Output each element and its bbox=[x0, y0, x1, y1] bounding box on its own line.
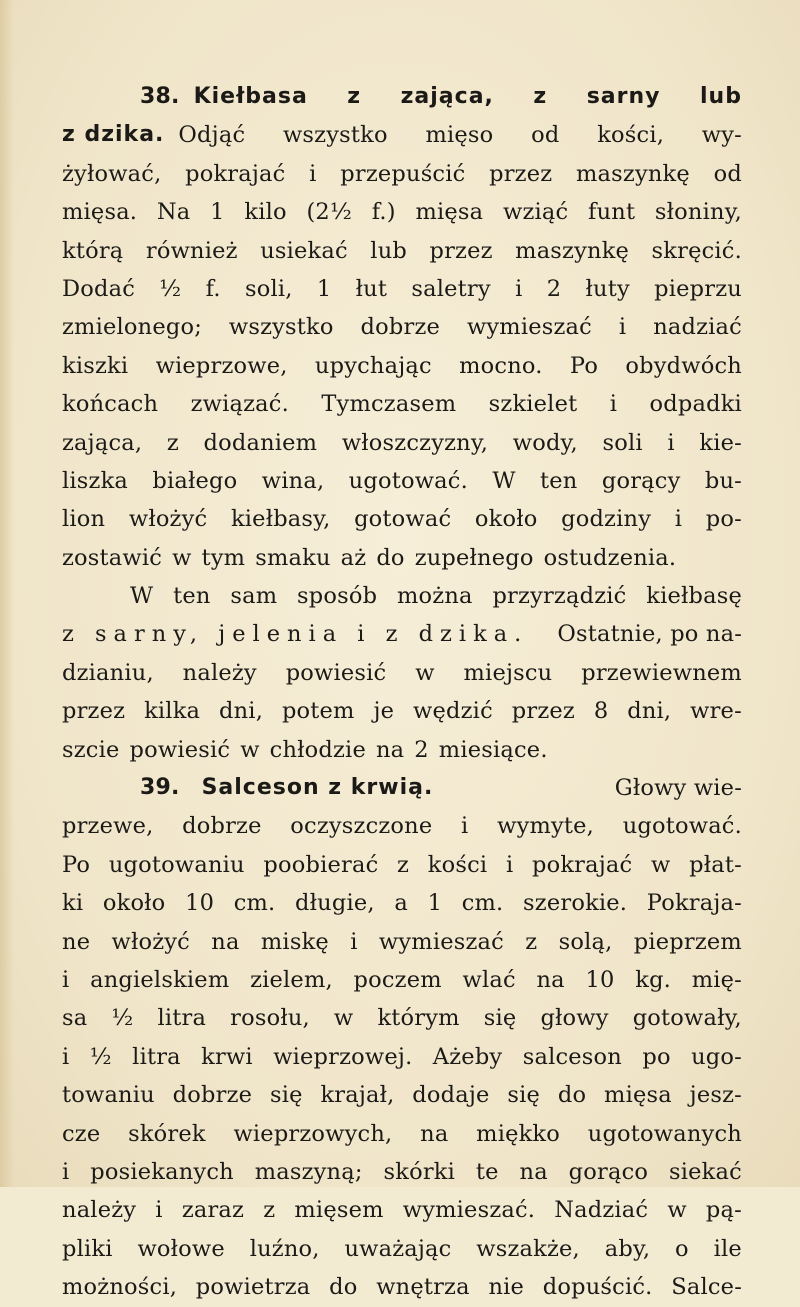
recipe-38-para2-line2 bbox=[62, 615, 742, 653]
word: te bbox=[475, 1158, 499, 1185]
word: i bbox=[674, 506, 683, 533]
word: oczyszczone bbox=[290, 813, 433, 840]
word: pokrajać bbox=[185, 160, 286, 187]
word: przez bbox=[511, 698, 575, 725]
word: zielem, bbox=[250, 966, 333, 993]
word: sarny bbox=[586, 84, 661, 109]
word: 10 bbox=[585, 966, 615, 993]
recipe-39-text-line bbox=[62, 1268, 742, 1306]
recipe-39-text-line bbox=[62, 1153, 742, 1191]
word: soli, bbox=[244, 275, 293, 302]
word: w bbox=[651, 851, 671, 878]
word: i bbox=[461, 813, 469, 840]
word: i bbox=[62, 966, 70, 993]
word: słoniny, bbox=[654, 199, 742, 226]
word: białego bbox=[152, 467, 238, 494]
word: włoszczyzny, bbox=[341, 429, 489, 456]
word: 1 bbox=[316, 275, 332, 302]
word: w bbox=[172, 544, 192, 571]
word: szerokie. bbox=[523, 890, 628, 917]
word: pieprzu bbox=[654, 275, 742, 302]
word: którą bbox=[62, 237, 124, 264]
recipe-39-title: Salceson z krwią. bbox=[201, 775, 434, 801]
word: 1 bbox=[427, 890, 443, 917]
recipe-38-line-2 bbox=[62, 116, 742, 154]
word: powietrza bbox=[195, 1274, 311, 1301]
word: miejscu bbox=[463, 659, 553, 686]
word: przepuścić bbox=[340, 160, 466, 187]
word: ugotować. bbox=[348, 467, 468, 494]
recipe-38-text-line bbox=[62, 270, 742, 308]
word: cm. bbox=[233, 890, 276, 917]
word: szkielet bbox=[488, 391, 578, 418]
word: a bbox=[394, 890, 408, 917]
word: kiełbasę bbox=[646, 583, 742, 610]
word: 2 bbox=[546, 275, 562, 302]
recipe-38-text-line bbox=[62, 193, 742, 231]
word: Salce- bbox=[671, 1274, 742, 1301]
word: Pokraja- bbox=[646, 890, 742, 917]
word: z bbox=[533, 84, 548, 109]
word: poczem bbox=[353, 966, 442, 993]
word: krwi bbox=[201, 1043, 253, 1070]
word: skręcić. bbox=[651, 237, 742, 264]
word: należy bbox=[182, 659, 257, 686]
recipe-39-text-line bbox=[62, 999, 742, 1037]
recipe-39-text-line bbox=[62, 1038, 742, 1076]
word: dodaje bbox=[412, 1082, 490, 1109]
word: zmielonego; bbox=[62, 314, 202, 341]
word: sam bbox=[230, 583, 278, 610]
word: ugotowaniu bbox=[108, 851, 245, 878]
word: dodaniem bbox=[203, 429, 318, 456]
word: potem bbox=[281, 698, 355, 725]
word: i bbox=[667, 429, 675, 456]
word: Po bbox=[569, 352, 599, 379]
word: gorąco bbox=[568, 1158, 649, 1185]
word: końcach bbox=[62, 391, 159, 418]
recipe-38-para2-line bbox=[62, 692, 742, 730]
word: miękko bbox=[476, 1120, 561, 1147]
word: wymyte, bbox=[497, 813, 595, 840]
word: soli bbox=[602, 429, 643, 456]
word: 2 bbox=[414, 736, 429, 763]
recipe-38-para2-rest: Ostatnie, po na- bbox=[557, 621, 742, 648]
word: z bbox=[166, 429, 179, 456]
word: krajał, bbox=[320, 1082, 395, 1109]
word: powiesić bbox=[129, 736, 231, 763]
word: cze bbox=[62, 1120, 101, 1147]
word: upychając bbox=[314, 352, 432, 379]
word: obydwóch bbox=[625, 352, 742, 379]
word: na bbox=[375, 736, 405, 763]
word: w bbox=[415, 659, 435, 686]
word: po bbox=[642, 1043, 671, 1070]
recipe-39-number: 39. bbox=[140, 775, 180, 801]
word: kilo bbox=[244, 199, 287, 226]
word: i bbox=[309, 160, 317, 187]
word: się bbox=[483, 1005, 517, 1032]
recipe-38-text-line bbox=[62, 500, 742, 538]
word: się bbox=[269, 1082, 303, 1109]
word: pliki bbox=[62, 1235, 113, 1262]
word: bu- bbox=[704, 467, 742, 494]
word: od bbox=[531, 122, 560, 149]
word: 1 bbox=[210, 199, 225, 226]
word: je bbox=[373, 698, 395, 725]
word: żyłować, bbox=[62, 160, 162, 187]
word: przez bbox=[489, 160, 553, 187]
word: mocno. bbox=[459, 352, 543, 379]
word: nie bbox=[488, 1274, 525, 1301]
word: z bbox=[525, 928, 538, 955]
word: dzianiu, bbox=[62, 659, 154, 686]
word: wieprzowych, bbox=[233, 1120, 393, 1147]
word: smaku bbox=[255, 544, 331, 571]
word: ½ bbox=[111, 1005, 134, 1032]
word: i bbox=[618, 314, 627, 341]
recipe-38-title-line1 bbox=[194, 78, 742, 116]
word: którym bbox=[377, 1005, 460, 1032]
word: około bbox=[474, 506, 538, 533]
word: f.) bbox=[371, 199, 396, 226]
word: wnętrza bbox=[376, 1274, 470, 1301]
word: wszakże, bbox=[476, 1235, 580, 1262]
word: W bbox=[492, 467, 516, 494]
word: gotować bbox=[354, 506, 452, 533]
word: z bbox=[263, 1197, 276, 1224]
word: zostawić bbox=[62, 544, 163, 571]
word: siekać bbox=[669, 1158, 742, 1185]
word: miesiące. bbox=[438, 736, 548, 763]
word: ugo- bbox=[691, 1043, 742, 1070]
recipe-38-text-line bbox=[62, 155, 742, 193]
recipe-38-text-line bbox=[178, 116, 742, 154]
word: można bbox=[397, 583, 473, 610]
word: wymieszać. bbox=[402, 1197, 536, 1224]
word: towaniu bbox=[62, 1082, 155, 1109]
word: kiszki bbox=[62, 352, 129, 379]
word: wymieszać bbox=[378, 928, 504, 955]
word: mię- bbox=[691, 966, 742, 993]
word: maszynkę bbox=[515, 237, 630, 264]
word: maszynkę bbox=[576, 160, 690, 187]
word: dobrze bbox=[360, 314, 441, 341]
word: wieprzowej. bbox=[273, 1043, 413, 1070]
word: wziąć bbox=[503, 199, 569, 226]
word: gorący bbox=[601, 467, 681, 494]
recipe-38-para2-line bbox=[62, 731, 742, 769]
word: lub bbox=[370, 237, 407, 264]
word: funt bbox=[588, 199, 636, 226]
word: Nadziać bbox=[554, 1197, 649, 1224]
word: salceson bbox=[522, 1043, 622, 1070]
word: i bbox=[505, 851, 514, 878]
word: sa bbox=[62, 1005, 88, 1032]
word: i bbox=[609, 391, 618, 418]
recipe-38-number: 38. bbox=[140, 84, 180, 109]
word: mięsa bbox=[415, 199, 484, 226]
word: zająca, bbox=[400, 84, 494, 109]
word: długie, bbox=[295, 890, 375, 917]
word: rosołu, bbox=[230, 1005, 310, 1032]
word: powiesić bbox=[285, 659, 387, 686]
word: jesz- bbox=[689, 1082, 742, 1109]
word: odpadki bbox=[649, 391, 742, 418]
word: litra bbox=[132, 1043, 181, 1070]
page-text bbox=[62, 78, 742, 1307]
word: ugotować. bbox=[622, 813, 742, 840]
word: wina, bbox=[261, 467, 325, 494]
word: z bbox=[347, 84, 362, 109]
word: włożyć bbox=[128, 506, 208, 533]
recipe-38-text-line bbox=[62, 232, 742, 270]
word: również bbox=[145, 237, 238, 264]
word: kilka bbox=[144, 698, 201, 725]
recipe-38-text-line bbox=[62, 347, 742, 385]
word: (2½ bbox=[306, 199, 352, 226]
word: wody, bbox=[512, 429, 578, 456]
word: wołowe bbox=[137, 1235, 225, 1262]
word: głowy bbox=[540, 1005, 609, 1032]
word: cm. bbox=[461, 890, 504, 917]
recipe-39-first-line-rest: Głowy wie- bbox=[614, 775, 742, 802]
word: płat- bbox=[689, 851, 742, 878]
word: dobrze bbox=[182, 813, 262, 840]
recipe-39-text-line bbox=[62, 1076, 742, 1114]
word: ki bbox=[62, 890, 84, 917]
word: poobierać bbox=[263, 851, 379, 878]
word: Odjąć bbox=[178, 122, 246, 149]
word: dni, bbox=[219, 698, 264, 725]
word: w bbox=[333, 1005, 354, 1032]
word: wlać bbox=[462, 966, 516, 993]
recipe-39-text-line bbox=[62, 807, 742, 845]
word: pokrajać bbox=[532, 851, 633, 878]
word: kie- bbox=[699, 429, 742, 456]
recipe-38-text-line bbox=[62, 424, 742, 462]
word: mięsem bbox=[294, 1197, 384, 1224]
word: aby, bbox=[604, 1235, 651, 1262]
word: gotowały, bbox=[632, 1005, 742, 1032]
word: tym bbox=[201, 544, 246, 571]
word: maszyną; bbox=[254, 1158, 363, 1185]
word: związać. bbox=[190, 391, 289, 418]
word: sposób bbox=[297, 583, 378, 610]
recipe-38-text-line bbox=[62, 539, 742, 577]
word: zupełnego bbox=[414, 544, 534, 571]
word: wieprzowe, bbox=[155, 352, 288, 379]
recipe-38-para2-line1 bbox=[62, 577, 742, 615]
word: ½ bbox=[89, 1043, 112, 1070]
word: i bbox=[62, 1043, 70, 1070]
recipe-39-text-line bbox=[62, 1230, 742, 1268]
word: na bbox=[536, 966, 565, 993]
word: na bbox=[519, 1158, 548, 1185]
word: w bbox=[240, 736, 260, 763]
word: W bbox=[130, 583, 154, 610]
word: na bbox=[211, 928, 240, 955]
word: wędzić bbox=[413, 698, 493, 725]
word: należy bbox=[62, 1197, 137, 1224]
word: wymieszać bbox=[466, 314, 592, 341]
word: kości bbox=[427, 851, 488, 878]
word: litra bbox=[157, 1005, 207, 1032]
recipe-38-text-line bbox=[62, 385, 742, 423]
word: f. bbox=[205, 275, 221, 302]
recipe-39-text-line bbox=[62, 961, 742, 999]
word: Na bbox=[156, 199, 191, 226]
word: do bbox=[376, 544, 405, 571]
word: dopuścić. bbox=[542, 1274, 653, 1301]
word: wy- bbox=[701, 122, 742, 149]
word: mięsa bbox=[604, 1082, 672, 1109]
word: pą- bbox=[705, 1197, 742, 1224]
word: zaraz bbox=[181, 1197, 245, 1224]
word: chłodzie bbox=[269, 736, 366, 763]
word: ostudzenia. bbox=[543, 544, 677, 571]
word: usiekać bbox=[260, 237, 348, 264]
word: z bbox=[397, 851, 410, 878]
word: do bbox=[557, 1082, 587, 1109]
word: lub bbox=[700, 84, 742, 109]
word: uważając bbox=[344, 1235, 452, 1262]
word: dobrze bbox=[172, 1082, 253, 1109]
word: przewe, bbox=[62, 813, 154, 840]
word: kości, bbox=[597, 122, 665, 149]
word: luźno, bbox=[249, 1235, 320, 1262]
word: solą, bbox=[558, 928, 613, 955]
word: od bbox=[713, 160, 742, 187]
word: ile bbox=[713, 1235, 742, 1262]
recipe-39-text-line bbox=[62, 923, 742, 961]
word: godziny bbox=[561, 506, 652, 533]
word: ½ bbox=[159, 275, 182, 302]
word: łuty bbox=[585, 275, 630, 302]
word: wszystko bbox=[228, 314, 334, 341]
word: zająca, bbox=[62, 429, 143, 456]
recipe-38-para2-line bbox=[62, 654, 742, 692]
recipe-39-text-line bbox=[62, 846, 742, 884]
recipe-39-text-line bbox=[62, 1115, 742, 1153]
word: około bbox=[102, 890, 166, 917]
word: przyrządzić bbox=[492, 583, 627, 610]
word: wszystko bbox=[282, 122, 388, 149]
word: posiekanych bbox=[90, 1158, 234, 1185]
word: angielskiem bbox=[90, 966, 230, 993]
word: do bbox=[329, 1274, 358, 1301]
word: mięsa. bbox=[62, 199, 138, 226]
word: liszka bbox=[62, 467, 129, 494]
word: się bbox=[507, 1082, 541, 1109]
word: Tymczasem bbox=[321, 391, 457, 418]
word: dni, bbox=[627, 698, 672, 725]
word: w bbox=[667, 1197, 687, 1224]
word: o bbox=[675, 1235, 689, 1262]
word: Ażeby bbox=[432, 1043, 503, 1070]
word: kiełbasy, bbox=[230, 506, 331, 533]
word: 10 bbox=[185, 890, 215, 917]
word: możności, bbox=[62, 1274, 178, 1301]
word: Po bbox=[62, 851, 91, 878]
word: i bbox=[515, 275, 523, 302]
word: przez bbox=[62, 698, 126, 725]
word: po- bbox=[705, 506, 742, 533]
word: ten bbox=[540, 467, 578, 494]
page-edge-shadow bbox=[0, 0, 14, 1187]
word: lion bbox=[62, 506, 106, 533]
word: na bbox=[420, 1120, 449, 1147]
word: pieprzem bbox=[633, 928, 742, 955]
word: łut bbox=[355, 275, 388, 302]
recipe-38-heading-line1 bbox=[62, 78, 742, 116]
word: aż bbox=[340, 544, 367, 571]
word: skórek bbox=[128, 1120, 206, 1147]
word: i bbox=[62, 1158, 70, 1185]
recipe-39-text-line bbox=[62, 1191, 742, 1229]
word: skórki bbox=[383, 1158, 456, 1185]
word: ten bbox=[173, 583, 211, 610]
word: miskę bbox=[260, 928, 329, 955]
word: szcie bbox=[62, 736, 120, 763]
recipe-39-heading-line bbox=[62, 769, 742, 807]
word: przez bbox=[429, 237, 493, 264]
word: wre- bbox=[690, 698, 742, 725]
word: i bbox=[350, 928, 358, 955]
word: i bbox=[155, 1197, 163, 1224]
word: kg. bbox=[635, 966, 672, 993]
word: mięso bbox=[425, 122, 494, 149]
word: nadziać bbox=[653, 314, 742, 341]
word: saletry bbox=[411, 275, 491, 302]
recipe-38-title-line2: z dzika. bbox=[62, 122, 165, 148]
recipe-38-spaced-text: z sarny, jelenia i z dzika. bbox=[62, 621, 529, 648]
recipe-38-text-line bbox=[62, 308, 742, 346]
word: ugotowanych bbox=[587, 1120, 742, 1147]
word: Dodać bbox=[62, 275, 136, 302]
word: 8 bbox=[593, 698, 609, 725]
word: Kiełbasa bbox=[193, 84, 308, 109]
word: włożyć bbox=[111, 928, 190, 955]
recipe-39-text-line bbox=[62, 884, 742, 922]
recipe-38-text-line bbox=[62, 462, 742, 500]
word: przewiewnem bbox=[581, 659, 742, 686]
word: ne bbox=[62, 928, 91, 955]
